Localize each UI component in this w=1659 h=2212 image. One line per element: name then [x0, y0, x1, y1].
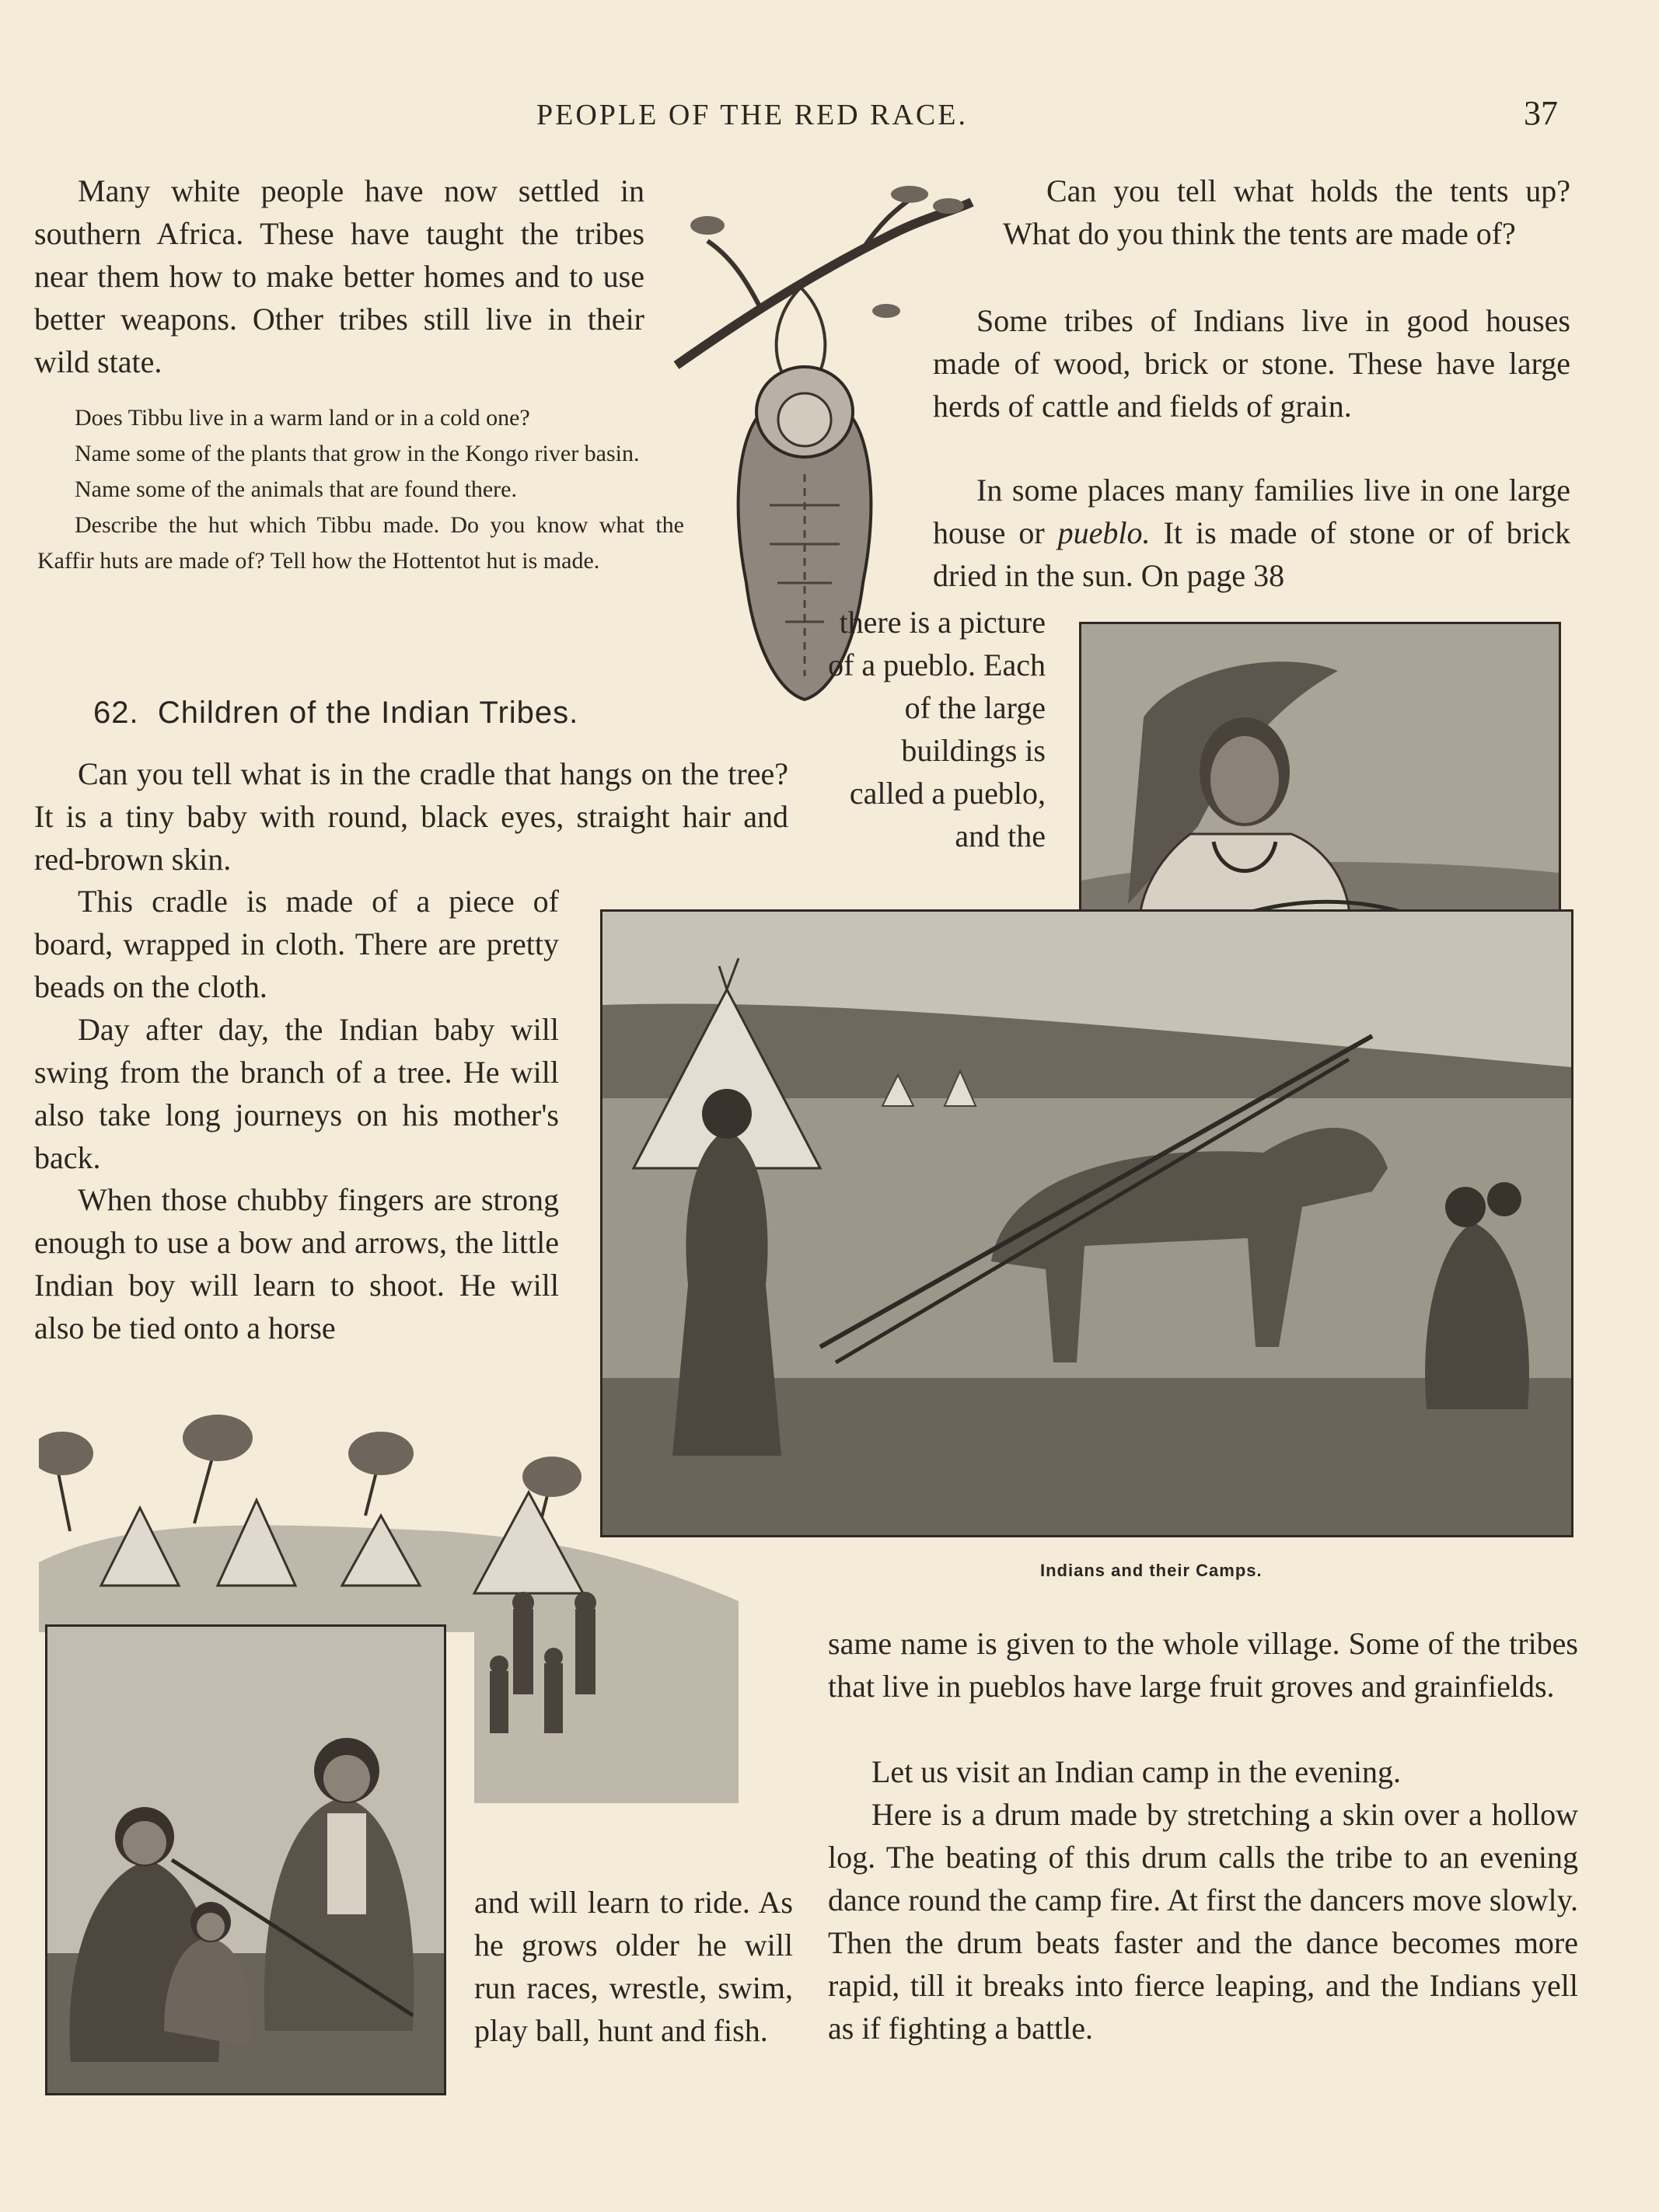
- bow-paragraph: When those chubby fingers are strong enough to use a bow and arrows, the little Indian boy will learn to shoot. He will also be tied onto a horse: [34, 1182, 559, 1345]
- question-2: Name some of the plants that grow in the Kongo river basin.: [75, 441, 640, 466]
- indian-family-illustration: [45, 1624, 446, 2095]
- pueblo-narrow-text: there is a picture of a pueblo. Each of the large buildings is called a pueblo, and the: [828, 605, 1046, 853]
- pueblo-italic: pueblo.: [1057, 515, 1151, 550]
- board-paragraph: This cradle is made of a piece of board, wrapped in cloth. There are pretty beads on the cloth.: [34, 884, 559, 1004]
- houses-paragraph: Some tribes of Indians live in good houses made of wood, brick or stone. These have large herds of cattle and fields of grain.: [933, 303, 1570, 424]
- evening-paragraph: Let us visit an Indian camp in the evening.: [871, 1754, 1401, 1789]
- tents-paragraph: Can you tell what holds the tents up? What do you think the tents are made of?: [1003, 173, 1570, 251]
- swing-paragraph: Day after day, the Indian baby will swing from the branch of a tree. He will also take long journeys on his mother's back.: [34, 1012, 559, 1175]
- running-title: PEOPLE OF THE RED RACE.: [536, 99, 968, 131]
- question-3: Name some of the animals that are found there.: [75, 476, 517, 502]
- ride-paragraph: and will learn to ride. As he grows older he will run races, wrestle, swim, play ball, hunt and fish.: [474, 1885, 793, 2048]
- page-number: 37: [1524, 94, 1558, 132]
- review-questions: [37, 400, 684, 579]
- cradle-paragraph: Can you tell what is in the cradle that hangs on the tree? It is a tiny baby with round, black eyes, straight hair and red-brown skin.: [34, 756, 788, 877]
- question-4: Describe the hut which Tibbu made. Do you know what the Kaffir huts are made of? Tell how the Hottentot hut is made.: [37, 512, 684, 574]
- intro-paragraph: Many white people have now settled in southern Africa. These have taught the tribes near them how to make better homes and to use better weapons. Other tribes still live in their wild state.: [34, 173, 644, 379]
- drum-paragraph: Here is a drum made by stretching a skin over a hollow log. The beating of this drum calls the tribe to an evening dance round the camp fire. At first the dancers move slowly. Then the drum beats faster and the dance becomes more rapid, till it breaks into fierce leaping, and the Indians yell as if fighting a battle.: [828, 1797, 1578, 2046]
- page-header: [0, 93, 1659, 140]
- pueblo-paragraph: In some places many families live in one large house or pueblo. It is made of stone or of brick dried in the sun. On page 38: [933, 473, 1570, 593]
- figure-caption: Indians and their Camps.: [1040, 1561, 1263, 1580]
- village-paragraph: same name is given to the whole village. Some of the tribes that live in pueblos have large fruit groves and grainfields.: [828, 1626, 1578, 1704]
- question-1: Does Tibbu live in a warm land or in a cold one?: [75, 405, 530, 431]
- section-number: 62.: [93, 696, 139, 730]
- section-heading: [93, 696, 754, 731]
- section-title: Children of the Indian Tribes.: [157, 696, 579, 730]
